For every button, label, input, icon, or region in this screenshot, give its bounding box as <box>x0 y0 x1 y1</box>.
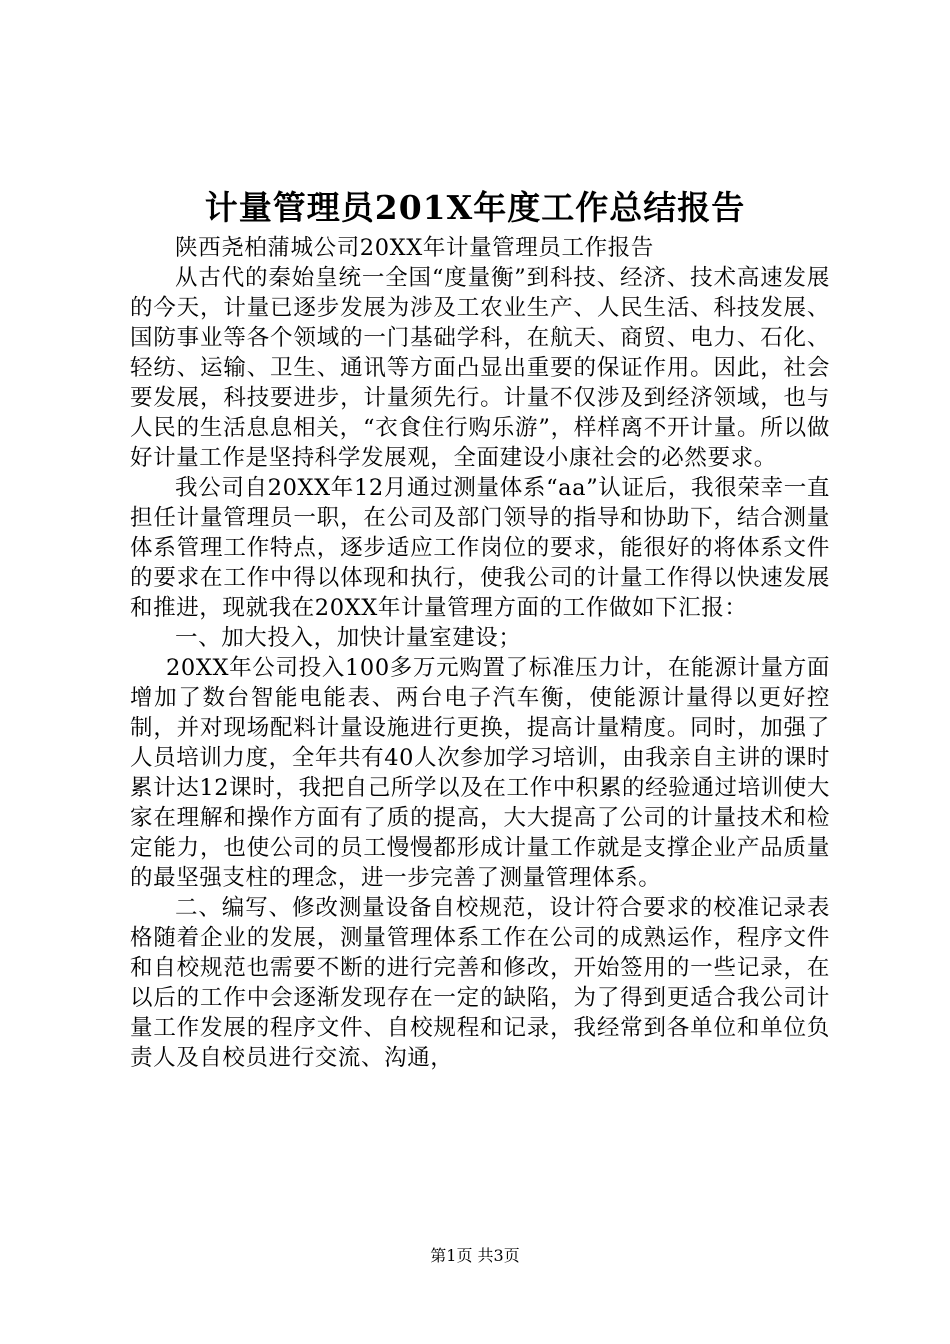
paragraph-specifications: 二、编写、修改测量设备自校规范，设计符合要求的校准记录表格随着企业的发展，测量管理体系工作在公司的成熟运作，程序文件和自校规范也需要不断的进行完善和修改，开始签用的一些记录，在以后的工作中会逐渐发现存在一定的缺陷，为了得到更适合我公司计量工作发展的程序文件、自校规程和记录，我经常到各单位和单位负责人及自校员进行交流、沟通， <box>130 895 830 1071</box>
paragraph-certification: 我公司自20XX年12月通过测量体系“aa”认证后，我很荣幸一直担任计量管理员一职，在公司及部门领导的指导和协助下，结合测量体系管理工作特点，逐步适应工作岗位的要求，能很好的将体系文件的要求在工作中得以体现和执行，使我公司的计量工作得以快速发展和推进，现就我在20XX年计量管理方面的工作做如下汇报： <box>130 475 830 621</box>
document-subtitle: 陕西尧柏蒲城公司20XX年计量管理员工作报告 <box>175 235 654 261</box>
paragraph-intro: 从古代的秦始皇统一全国“度量衡”到科技、经济、技术高速发展的今天，计量已逐步发展为涉及工农业生产、人民生活、科技发展、国防事业等各个领域的一门基础学科，在航天、商贸、电力、石化、轻纺、运输、卫生、通讯等方面凸显出重要的保证作用。因此，社会要发展，科技要进步，计量须先行。计量不仅涉及到经济领域，也与人民的生活息息相关，“衣食住行购乐游”，样样离不开计量。所以做好计量工作是坚持科学发展观，全面建设小康社会的必然要求。 <box>130 265 830 471</box>
document-body <box>130 233 830 1073</box>
page-footer: 第1页 共3页 <box>430 1246 520 1265</box>
section-heading-investment: 一、加大投入，加快计量室建设； <box>175 625 522 651</box>
paragraph-investment: 20XX年公司投入100多万元购置了标准压力计，在能源计量方面增加了数台智能电能表、两台电子汽车衡，使能源计量得以更好控制，并对现场配料计量设施进行更换，提高计量精度。同时，加强了人员培训力度，全年共有40人次参加学习培训，由我亲自主讲的课时累计达12课时，我把自己所学以及在工作中积累的经验通过培训使大家在理解和操作方面有了质的提高，大大提高了公司的计量技术和检定能力，也使公司的员工慢慢都形成计量工作就是支撑企业产品质量的最坚强支柱的理念，进一步完善了测量管理体系。 <box>130 655 830 891</box>
document-title: 计量管理员201X年度工作总结报告 <box>204 188 746 227</box>
